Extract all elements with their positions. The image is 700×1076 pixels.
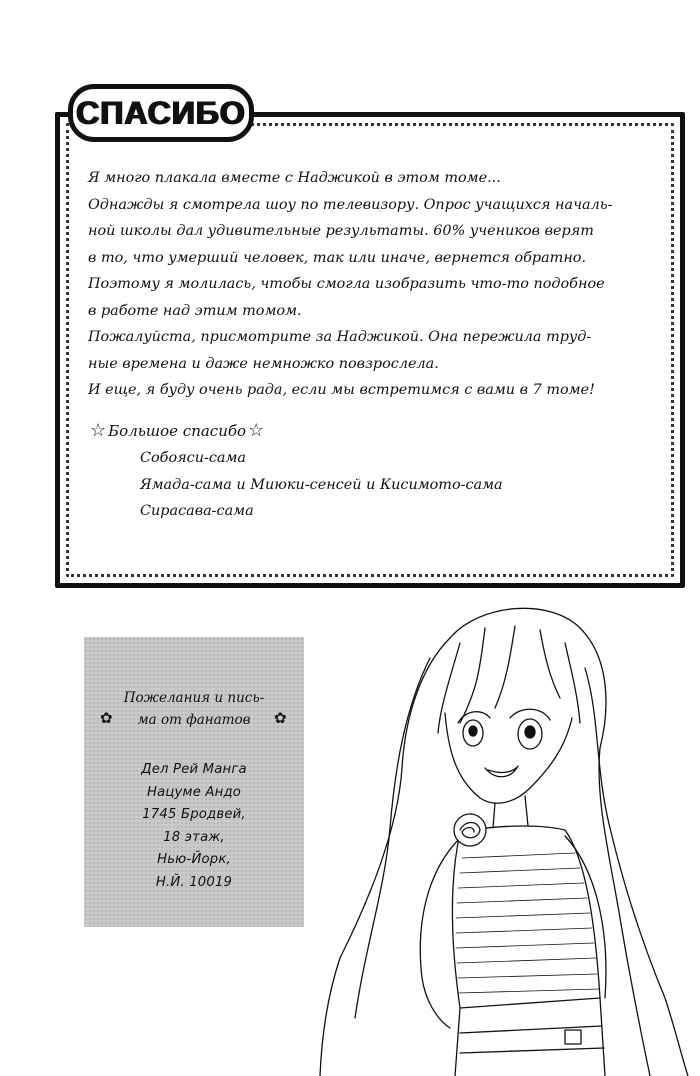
mailing-address [84, 759, 304, 894]
message-line: Поэтому я молилась, чтобы смогла изобразить что-то подобное [88, 276, 605, 292]
message-line: Я много плакала вместе с Наджикой в этом томе... [88, 170, 501, 186]
star-icon: ☆ [90, 420, 107, 441]
message-line: в работе над этим томом. [88, 302, 302, 319]
message-line: в то, что умерший человек, так или иначе, вернется обратно. [88, 249, 587, 266]
girl-illustration [310, 598, 700, 1076]
message-line: Пожалуйста, присмотрите за Наджикой. Она пережила труд- [88, 329, 592, 345]
fan-mail-heading-line: Пожелания и пись- [123, 690, 265, 706]
flower-icon: ✿ [274, 709, 287, 727]
star-icon: ☆ [248, 420, 265, 441]
message-text [88, 165, 628, 404]
message-line: ной школы дал удивительные результаты. 60% учеников верят [88, 223, 594, 239]
thanks-heading [90, 420, 264, 441]
title-badge [68, 84, 254, 142]
address-line: Нацуме Андо [146, 784, 242, 800]
fan-mail-box [84, 637, 304, 927]
message-line: Однажды я смотрела шоу по телевизору. Опрос учащихся началь- [88, 196, 613, 213]
address-line: Нью-Йорк, [157, 852, 231, 867]
thanks-name: Сирасава-сама [140, 503, 254, 519]
fan-mail-heading [84, 687, 304, 731]
address-line: Дел Рей Манга [141, 762, 247, 777]
thanks-list [140, 445, 503, 525]
thanks-name: Собояси-сама [140, 450, 246, 466]
message-line: ные времена и даже немножко повзрослела. [88, 355, 439, 372]
address-line: 18 этаж, [163, 829, 225, 845]
thanks-name: Ямада-сама и Миюки-сенсей и Кисимото-сама [140, 476, 503, 493]
address-line: 1745 Бродвей, [142, 807, 246, 822]
fan-mail-heading-line: ма от фанатов [137, 712, 251, 728]
page-title: СПАСИБО [76, 94, 246, 131]
flower-icon: ✿ [100, 709, 113, 727]
message-line: И еще, я буду очень рада, если мы встретимся с вами в 7 томе! [88, 382, 595, 398]
address-line: Н.Й. 10019 [155, 874, 233, 890]
thanks-heading-label: Большое спасибо [108, 421, 247, 440]
